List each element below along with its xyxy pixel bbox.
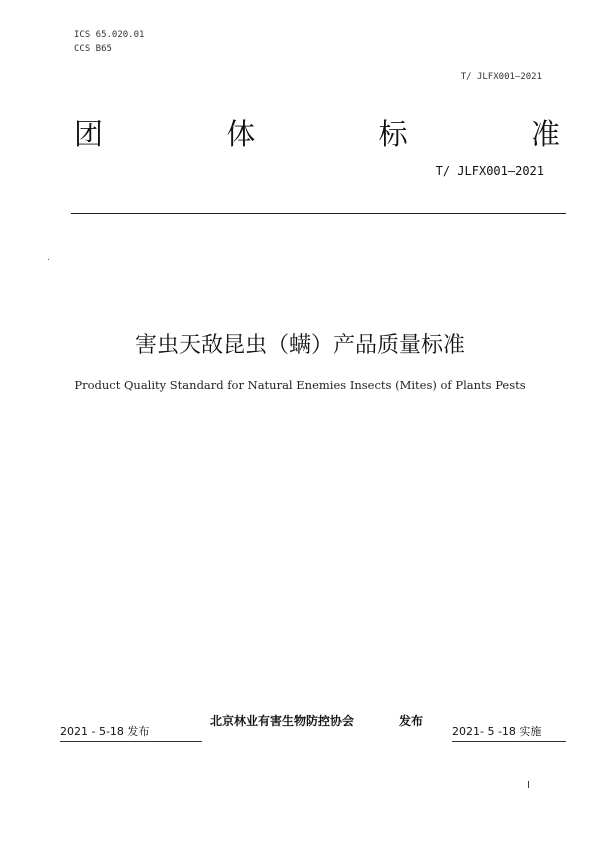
- standard-type-char: 团: [74, 117, 104, 151]
- standard-type-char: 标: [378, 117, 408, 151]
- standard-type-char: 体: [226, 117, 256, 151]
- title-english: Product Quality Standard for Natural Enemies Insects (Mites) of Plants Pests: [74, 378, 526, 392]
- stray-mark: [48, 259, 49, 260]
- implementation-date: 2021- 5 -18 实施: [452, 723, 566, 742]
- page-number: I: [527, 780, 530, 791]
- header-divider: [71, 213, 566, 214]
- ics-code: ICS 65.020.01: [74, 30, 145, 40]
- title-chinese: 害虫天敌昆虫（螨）产品质量标准: [134, 333, 465, 358]
- standard-code-top: T/ JLFX001—2021: [460, 72, 542, 82]
- standard-type-char: 准: [530, 117, 560, 151]
- ccs-code: CCS B65: [74, 44, 112, 54]
- standard-code: T/ JLFX001—2021: [435, 164, 544, 178]
- publish-label: 发布: [399, 714, 424, 728]
- issue-date: 2021 - 5-18 发布: [60, 723, 202, 742]
- publisher-name: 北京林业有害生物防控协会: [210, 714, 355, 728]
- standard-type-heading: [74, 112, 560, 153]
